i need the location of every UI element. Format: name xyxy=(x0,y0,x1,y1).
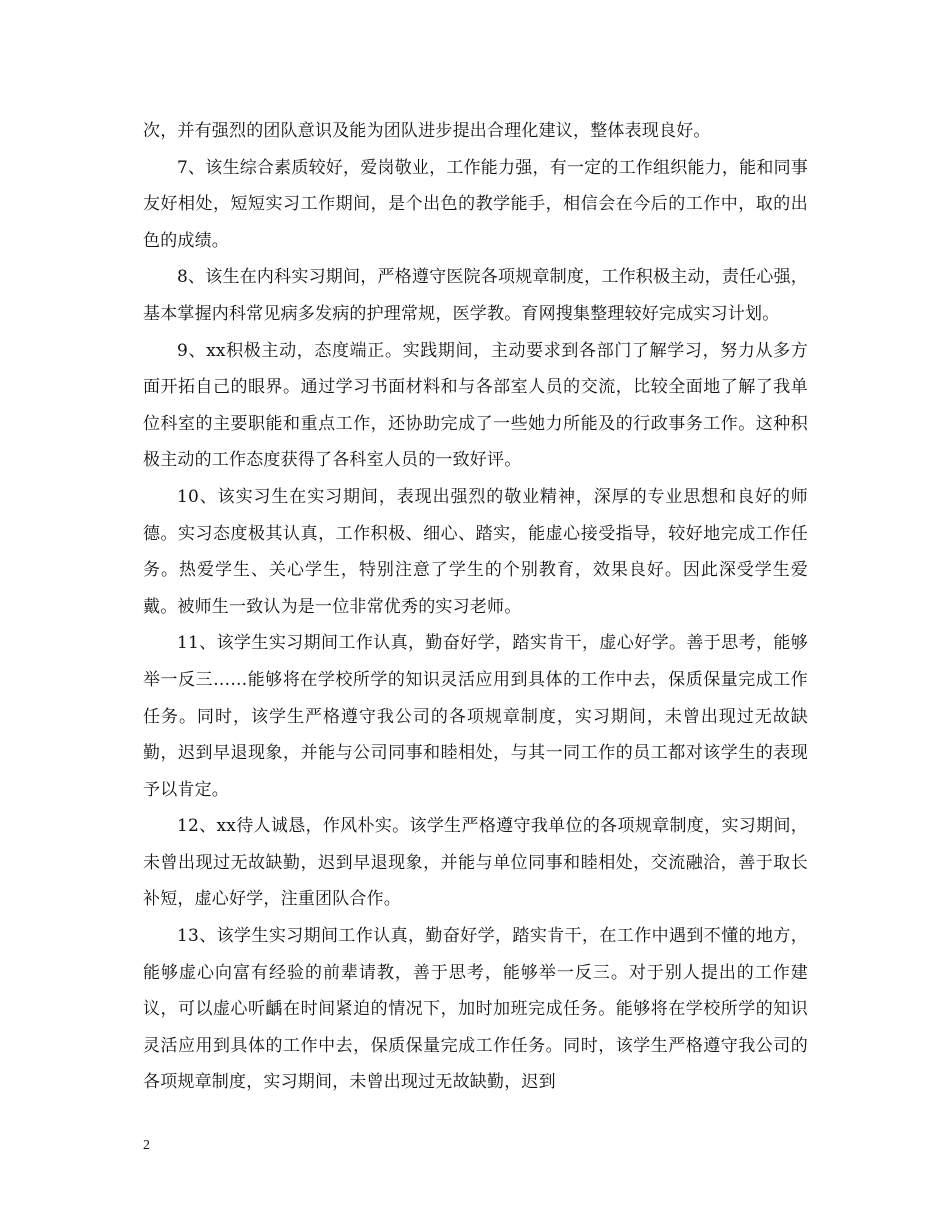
page-number: 2 xyxy=(143,1138,150,1153)
paragraph-item-9: 9、xx积极主动，态度端正。实践期间，主动要求到各部门了解学习，努力从多方面开拓自己的眼界。通过学习书面材料和与各部室人员的交流，比较全面地了解了我单位科室的主要职能和重点工作，还协助完成了一些她力所能及的行政事务工作。这种积极主动的工作态度获得了各科室人员的一致好评。 xyxy=(143,340,808,471)
paragraph-continuation: 次，并有强烈的团队意识及能为团队进步提出合理化建议，整体表现良好。 xyxy=(143,121,711,141)
document-body xyxy=(143,113,808,1101)
paragraph-item-11: 11、该学生实习期间工作认真，勤奋好学，踏实肯干，虚心好学。善于思考，能够举一反三……能够将在学校所学的知识灵活应用到具体的工作中去，保质保量完成工作任务。同时，该学生严格遵守我公司的各项规章制度，实习期间，未曾出现过无故缺勤，迟到早退现象，并能与公司同事和睦相处，与其一同工作的员工都对该学生的表现予以肯定。 xyxy=(143,633,808,800)
paragraph-item-12: 12、xx待人诚恳，作风朴实。该学生严格遵守我单位的各项规章制度，实习期间，未曾出现过无故缺勤，迟到早退现象，并能与单位同事和睦相处，交流融洽，善于取长补短，虚心好学，注重团队合作。 xyxy=(143,816,808,910)
paragraph-item-13: 13、该学生实习期间工作认真，勤奋好学，踏实肯干，在工作中遇到不懂的地方，能够虚心向富有经验的前辈请教，善于思考，能够举一反三。对于别人提出的工作建议，可以虚心听齲在时间紧迫的情况下，加时加班完成任务。能够将在学校所学的知识灵活应用到具体的工作中去，保质保量完成工作任务。同时，该学生严格遵守我公司的各项规章制度，实习期间，未曾出现过无故缺勤，迟到 xyxy=(143,926,808,1093)
paragraph-item-10: 10、该实习生在实习期间，表现出强烈的敬业精神，深厚的专业思想和良好的师德。实习态度极其认真，工作积极、细心、踏实，能虚心接受指导，较好地完成工作任务。热爱学生、关心学生，特别注意了学生的个别教育，效果良好。因此深受学生爱戴。被师生一致认为是一位非常优秀的实习老师。 xyxy=(143,486,808,617)
paragraph-item-7: 7、该生综合素质较好，爱岗敬业，工作能力强，有一定的工作组织能力，能和同事友好相处，短短实习工作期间，是个出色的教学能手，相信会在今后的工作中，取的出色的成绩。 xyxy=(143,157,808,251)
paragraph-item-8: 8、该生在内科实习期间，严格遵守医院各项规章制度，工作积极主动，责任心强，基本掌握内科常见病多发病的护理常规，医学教。育网搜集整理较好完成实习计划。 xyxy=(143,267,808,324)
